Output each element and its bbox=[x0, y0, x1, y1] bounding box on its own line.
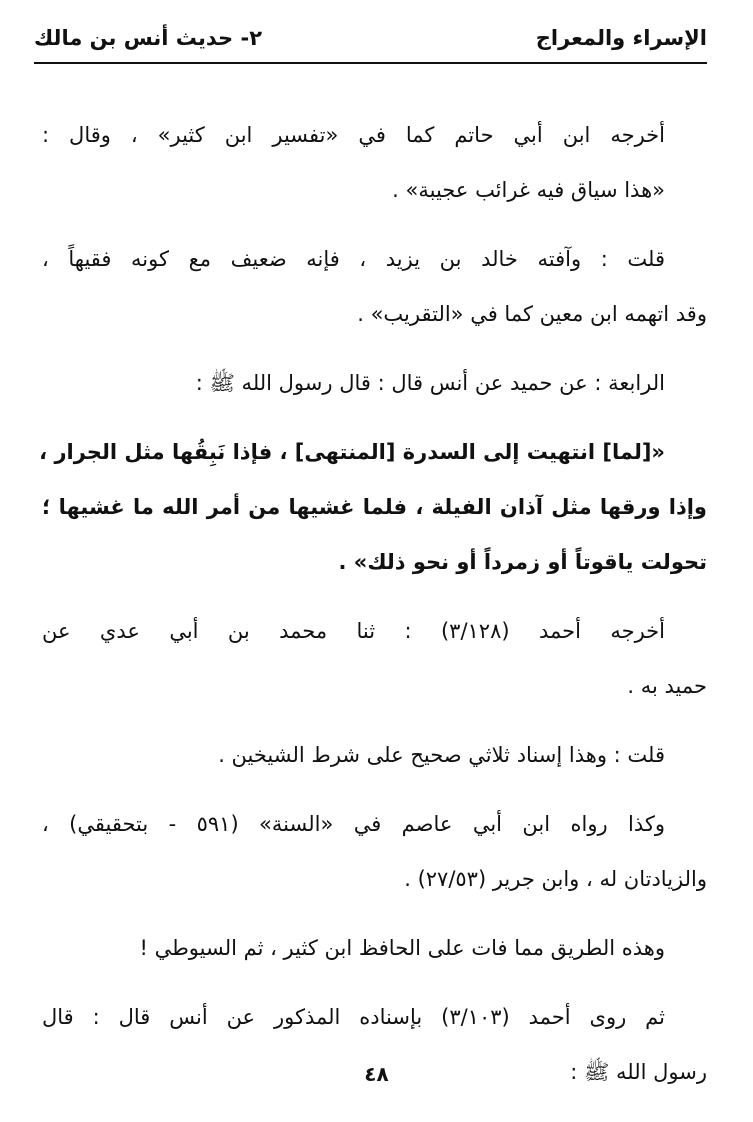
text-line: قلت : وهذا إسناد ثلاثي صحيح على شرط الشيخين . bbox=[218, 743, 665, 767]
text-line: تحولت ياقوتاً أو زمرداً أو نحو ذلك» . bbox=[338, 550, 707, 574]
text-line: وكذا رواه ابن أبي عاصم في «السنة» (٥٩١ - بتحقيقي) ، bbox=[42, 812, 666, 836]
text-line: الرابعة : عن حميد عن أنس قال : قال رسول الله ﷺ : bbox=[195, 371, 665, 395]
paragraph-hadith-text bbox=[39, 425, 707, 590]
page-header bbox=[34, 22, 707, 64]
text-line: والزيادتان له ، وابن جرير (٢٧/٥٣) . bbox=[404, 867, 707, 891]
text-line: «هذا سياق فيه غرائب عجيبة» . bbox=[392, 178, 665, 202]
paragraph-other-sources bbox=[42, 797, 707, 907]
text-line: وإذا ورقها مثل آذان الفيلة ، فلما غشيها من أمر الله ما غشيها ؛ bbox=[42, 495, 707, 519]
running-head-chapter-title: ٢- حديث أنس بن مالك bbox=[34, 26, 263, 50]
text-line: ثم روى أحمد (٣/١٠٣) بإسناده المذكور عن أنس قال : قال bbox=[42, 1005, 665, 1029]
text-line: رسول الله ﷺ : bbox=[570, 1060, 707, 1084]
text-line: وهذه الطريق مما فات على الحافظ ابن كثير ، ثم السيوطي ! bbox=[139, 936, 665, 960]
text-line: حميد به . bbox=[627, 674, 707, 698]
text-line: «[لما] انتهيت إلى السدرة [المنتهى] ، فإذا نَبِقُها مثل الجرار ، bbox=[39, 440, 665, 464]
text-line: أخرجه ابن أبي حاتم كما في «تفسير ابن كثير» ، وقال : bbox=[42, 123, 665, 147]
page-body bbox=[39, 108, 707, 1114]
paragraph-fourth-narration bbox=[42, 356, 707, 411]
paragraph-missed-route bbox=[42, 921, 707, 976]
paragraph-isnad-grading bbox=[42, 728, 707, 783]
paragraph-ahmad-citation bbox=[42, 604, 707, 714]
text-line: وقد اتهمه ابن معين كما في «التقريب» . bbox=[357, 302, 707, 326]
text-line: قلت : وآفته خالد بن يزيد ، فإنه ضعيف مع كونه فقيهاً ، bbox=[42, 247, 665, 271]
text-line: أخرجه أحمد (٣/١٢٨) : ثنا محمد بن أبي عدي عن bbox=[42, 619, 665, 643]
page-number: ٤٨ bbox=[364, 1062, 389, 1086]
paragraph-tafsir-citation bbox=[42, 108, 707, 218]
paragraph-narrator-note bbox=[42, 232, 707, 342]
running-head-book-title: الإسراء والمعراج bbox=[535, 26, 707, 50]
